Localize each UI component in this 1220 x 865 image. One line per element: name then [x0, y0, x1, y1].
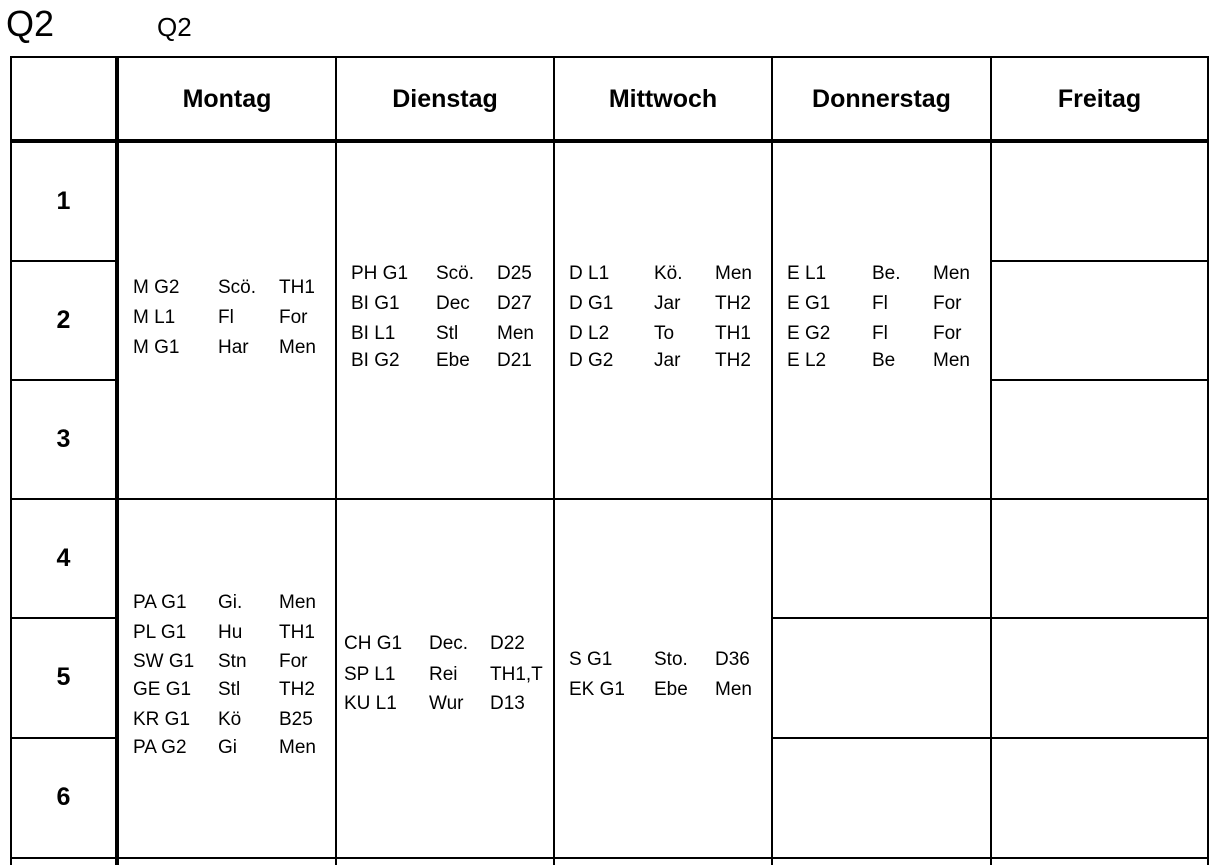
course-code: BI G1: [351, 293, 400, 314]
period-6: 6: [56, 782, 71, 811]
course-code: SP L1: [344, 664, 396, 685]
room: Men: [279, 592, 316, 613]
teacher: Hu: [218, 622, 243, 643]
teacher: Dec: [436, 293, 470, 314]
room: TH2: [715, 293, 751, 314]
grid-line-right: [1207, 56, 1209, 865]
grid-line-mon: [335, 56, 337, 865]
period-1: 1: [56, 186, 71, 215]
course-code: M G1: [133, 337, 180, 358]
course-code: PA G2: [133, 737, 187, 758]
day-header-freitag: Freitag: [1057, 84, 1142, 113]
day-header-dienstag: Dienstag: [392, 84, 498, 113]
room: TH1: [279, 277, 315, 298]
teacher: Scö.: [436, 263, 475, 284]
room: D22: [490, 633, 525, 654]
course-code: PL G1: [133, 622, 187, 643]
page-title: Q2: [6, 3, 55, 44]
teacher: Jar: [654, 350, 681, 371]
grid-line-p1-fri: [990, 260, 1209, 262]
teacher: Sto.: [654, 649, 688, 670]
course-code: PA G1: [133, 592, 187, 613]
day-header-montag: Montag: [182, 84, 272, 113]
teacher: Fl: [218, 307, 234, 328]
course-code: EK G1: [569, 679, 625, 700]
day-header-donnerstag: Donnerstag: [812, 84, 951, 113]
grid-line-period-col: [115, 56, 119, 865]
teacher: Be: [872, 350, 896, 371]
teacher: Gi.: [218, 592, 243, 613]
course-code: D G1: [569, 293, 614, 314]
teacher: Kö.: [654, 263, 683, 284]
grid-line-tue: [553, 56, 555, 865]
course-code: S G1: [569, 649, 613, 670]
teacher: Stn: [218, 651, 247, 672]
room: Men: [497, 323, 534, 344]
room: D21: [497, 350, 532, 371]
course-code: D G2: [569, 350, 614, 371]
grid-line-p2-fri: [990, 379, 1209, 381]
teacher: Dec.: [429, 633, 469, 654]
room: For: [933, 293, 962, 314]
course-code: E G2: [787, 323, 831, 344]
room: D27: [497, 293, 532, 314]
room: TH1: [715, 323, 751, 344]
course-code: E L2: [787, 350, 827, 371]
course-code: E G1: [787, 293, 831, 314]
period-4: 4: [56, 543, 71, 572]
course-code: D L2: [569, 323, 610, 344]
teacher: Gi: [218, 737, 237, 758]
teacher: Rei: [429, 664, 458, 685]
room: For: [279, 651, 308, 672]
course-code: M L1: [133, 307, 176, 328]
room: Men: [279, 337, 316, 358]
course-code: E L1: [787, 263, 827, 284]
room: TH2: [715, 350, 751, 371]
teacher: Fl: [872, 293, 888, 314]
room: Men: [933, 350, 970, 371]
course-code: PH G1: [351, 263, 409, 284]
course-code: KU L1: [344, 693, 397, 714]
grid-line-wed: [771, 56, 773, 865]
teacher: Ebe: [654, 679, 688, 700]
teacher: Stl: [436, 323, 459, 344]
teacher: Stl: [218, 679, 241, 700]
teacher: Har: [218, 337, 249, 358]
teacher: To: [654, 323, 675, 344]
course-code: D L1: [569, 263, 610, 284]
teacher: Scö.: [218, 277, 257, 298]
period-2: 2: [56, 305, 71, 334]
period-5: 5: [56, 662, 71, 691]
course-code: CH G1: [344, 633, 403, 654]
course-code: KR G1: [133, 709, 191, 730]
course-code: BI L1: [351, 323, 396, 344]
grid-line-p6: [10, 857, 1209, 859]
room: D25: [497, 263, 532, 284]
room: TH1: [279, 622, 315, 643]
course-code: M G2: [133, 277, 180, 298]
room: Men: [933, 263, 970, 284]
period-3: 3: [56, 424, 71, 453]
room: D13: [490, 693, 525, 714]
grid-line-thu: [990, 56, 992, 865]
room: Men: [715, 679, 752, 700]
room: TH1,T: [490, 664, 543, 685]
room: B25: [279, 709, 313, 730]
teacher: Be.: [872, 263, 901, 284]
course-code: SW G1: [133, 651, 195, 672]
course-code: GE G1: [133, 679, 192, 700]
grid-line-p3: [10, 498, 1209, 500]
teacher: Jar: [654, 293, 681, 314]
room: For: [279, 307, 308, 328]
room: TH2: [279, 679, 315, 700]
page-subtitle: Q2: [157, 12, 192, 42]
course-code: BI G2: [351, 350, 400, 371]
teacher: Fl: [872, 323, 888, 344]
teacher: Wur: [429, 693, 464, 714]
teacher: Ebe: [436, 350, 470, 371]
room: D36: [715, 649, 750, 670]
room: Men: [279, 737, 316, 758]
day-header-mittwoch: Mittwoch: [608, 84, 718, 113]
room: Men: [715, 263, 752, 284]
room: For: [933, 323, 962, 344]
teacher: Kö: [218, 709, 242, 730]
